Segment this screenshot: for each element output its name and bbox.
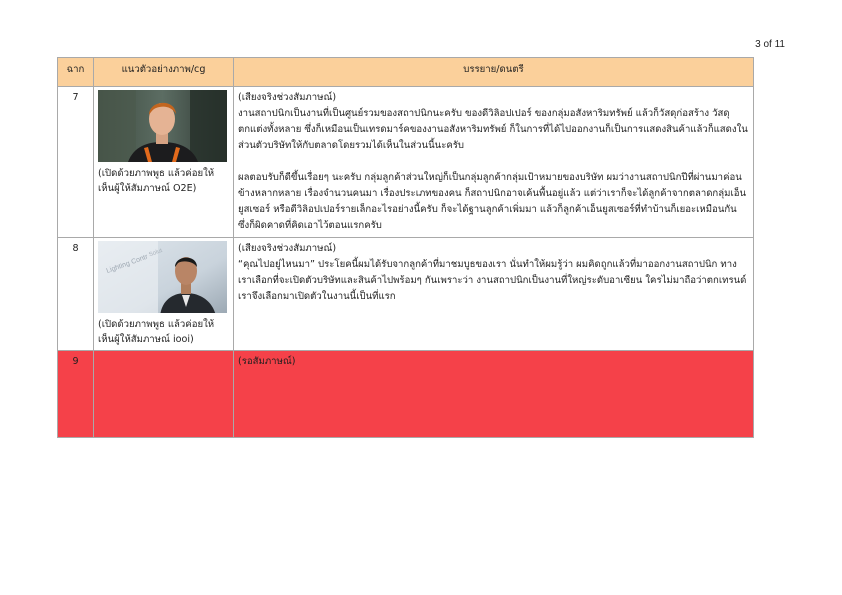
narration-cell <box>234 238 754 351</box>
table-row-scene-8 <box>58 238 754 351</box>
header-narration: บรรยาย/ดนตรี <box>234 58 754 87</box>
narration-line: (เสียงจริงช่วงสัมภาษณ์) <box>238 243 337 254</box>
visual-cell <box>94 238 234 351</box>
booth-sign-text: Lighting Contr <box>105 253 149 276</box>
narration-cell <box>234 351 754 438</box>
narration-line: (รอสัมภาษณ์) <box>238 356 296 367</box>
visual-cell-empty <box>94 351 234 438</box>
narration-cell <box>234 87 754 238</box>
page-number: 3 of 11 <box>755 39 785 50</box>
scene-number: 7 <box>58 87 94 238</box>
booth-sign-text-2: Solut <box>148 248 164 259</box>
script-table <box>57 57 754 438</box>
narration-paragraph: งานสถาปนิกเป็นงานที่เป็นศูนย์รวมของสถาปนิกนะครับ ของดีวิลิอปเปอร์ ของกลุ่มอสังหาริมทรัพย์ แล้วก็วัสดุก่อสร้าง วัสดุตกแต่งทั้งหลาย ซึ่งก็เหมือนเป็นเทรดมาร์คของงานอสังหาริมทรัพย์ ก็ในการที่ได้ไปออกงานก็เป็นการแสดงสินค้าแล้วก็แสดงในส่วนตัวบริษัทให้กับตลาดโดยรวมได้เห็นในส่วนนี้นะครับ <box>238 108 748 151</box>
header-visual: แนวตัวอย่างภาพ/cg <box>94 58 234 87</box>
narration-paragraph: “คุณไปอยู่ไหนมา” ประโยคนี้ผมได้รับจากลูกค้าที่มาชมบูธของเรา นั่นทำให้ผมรู้ว่า ผมคิดถูกแล้วที่มาออกงานสถาปนิก ทางเราเลือกที่จะเปิดตัวบริษัทและสินค้าไปพร้อมๆ กันเพราะว่า งานสถาปนิกเป็นงานที่ใหญ่ระดับอาเซียน ใครไม่มาถือว่าตกเทรนด์ เราจึงเลือกมาเปิดตัวในงานนี้เป็นที่แรก <box>238 259 747 302</box>
interview-thumbnail-o2e <box>98 90 227 162</box>
visual-note: (เปิดด้วยภาพพูธ แล้วค่อยให้เห็นผู้ให้สัมภาษณ์ O2E) <box>98 168 215 194</box>
header-scene: ฉาก <box>58 58 94 87</box>
narration-paragraph: ผลตอบรับก็ดีขึ้นเรื่อยๆ นะครับ กลุ่มลูกค้าส่วนใหญ่ก็เป็นกลุ่มลูกค้ากลุ่มเป้าหมายของบริษัท ผมว่างานสถาปนิกปีที่ผ่านมาค่อนข้างหลากหลาย เรื่องจำนวนคนมา เรื่องประเภทของคน ก็สถาปนิกอาจเค้นพื้นอยู่แล้ว แต่ว่าเราก็จะได้ลูกค้าจากตลาดกลุ่มเอ็นยูสเซอร์ หรือดีวิลิอปเปอร์รายเล็กอะไรอย่างนี้ครับ ก็จะได้ฐานลูกค้าเพิ่มมา แล้วก็ลูกค้าเอ็นยูสเซอร์ที่ทำบ้านก็เยอะเหมือนกัน ซึ่งก็ผิดคาดที่คิดเอาไว้ตอนแรกครับ <box>238 172 747 231</box>
scene-number: 8 <box>58 238 94 351</box>
narration-line: (เสียงจริงช่วงสัมภาษณ์) <box>238 92 337 103</box>
table-header-row <box>58 58 754 87</box>
interview-thumbnail-iooi <box>98 241 227 313</box>
visual-note: (เปิดด้วยภาพพูธ แล้วค่อยให้เห็นผู้ให้สัมภาษณ์ iooi) <box>98 319 215 345</box>
table-row-scene-9 <box>58 351 754 438</box>
scene-number: 9 <box>58 351 94 438</box>
visual-cell <box>94 87 234 238</box>
table-row-scene-7 <box>58 87 754 238</box>
